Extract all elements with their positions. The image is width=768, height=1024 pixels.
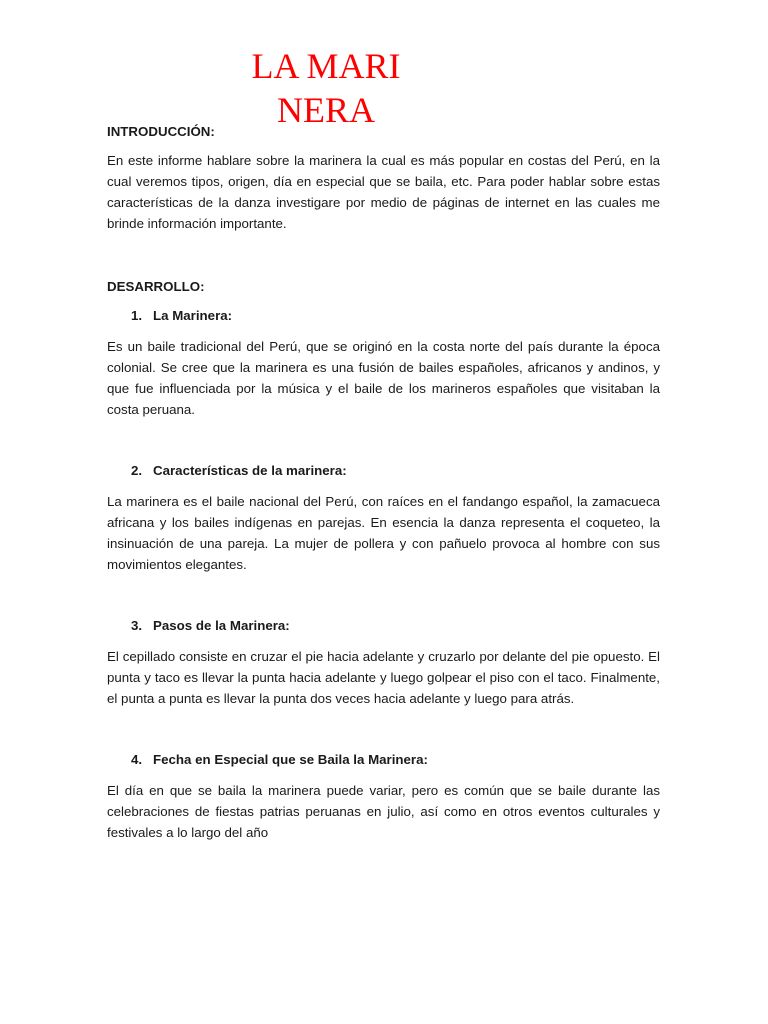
section-title-text: Características de la marinera:	[153, 463, 347, 478]
section-caracteristicas	[107, 460, 660, 575]
document-body	[107, 121, 660, 883]
section-pasos	[107, 615, 660, 709]
section-title	[107, 305, 660, 326]
section-number: 2.	[131, 463, 143, 478]
section-paragraph: Es un baile tradicional del Perú, que se originó en la costa norte del país durante la época colonial. Se cree que la marinera es una fusión de bailes españoles, africanos y andinos, y que fue influenciada por la música y el baile de los marineros españoles que visitaban la costa peruana.	[107, 339, 660, 417]
development-heading: DESARROLLO:	[107, 279, 205, 294]
section-la-marinera	[107, 305, 660, 420]
document-title: LA MARINERA	[251, 46, 401, 130]
section-title	[107, 749, 660, 770]
section-fecha	[107, 749, 660, 843]
section-title	[107, 460, 660, 481]
section-number: 1.	[131, 308, 143, 323]
introduction-paragraph: En este informe hablare sobre la marinera la cual es más popular en costas del Perú, en la cual veremos tipos, origen, día en especial que se baila, etc. Para poder hablar sobre estas características de la danza investigare por medio de páginas de internet en las cuales me brinde información importante.	[107, 153, 660, 231]
introduction-heading: INTRODUCCIÓN:	[107, 124, 215, 139]
section-title	[107, 615, 660, 636]
section-paragraph: La marinera es el baile nacional del Perú, con raíces en el fandango español, la zamacueca africana y los bailes indígenas en parejas. En esencia la danza representa el coqueteo, la insinuación de una pareja. La mujer de pollera y con pañuelo provoca al hombre con sus movimientos elegantes.	[107, 494, 660, 572]
section-paragraph: El cepillado consiste en cruzar el pie hacia adelante y cruzarlo por delante del pie opuesto. El punta y taco es llevar la punta hacia adelante y luego golpear el piso con el taco. Finalmente, el punta a punta es llevar la punta dos veces hacia adelante y luego para atrás.	[107, 649, 660, 706]
section-number: 4.	[131, 752, 143, 767]
section-title-text: Pasos de la Marinera:	[153, 618, 290, 633]
section-title-text: La Marinera:	[153, 308, 233, 323]
section-title-text: Fecha en Especial que se Baila la Marinera:	[153, 752, 428, 767]
section-number: 3.	[131, 618, 143, 633]
section-paragraph: El día en que se baila la marinera puede variar, pero es común que se baile durante las celebraciones de fiestas patrias peruanas en julio, así como en otros eventos culturales y festivales a lo largo del año	[107, 783, 660, 840]
